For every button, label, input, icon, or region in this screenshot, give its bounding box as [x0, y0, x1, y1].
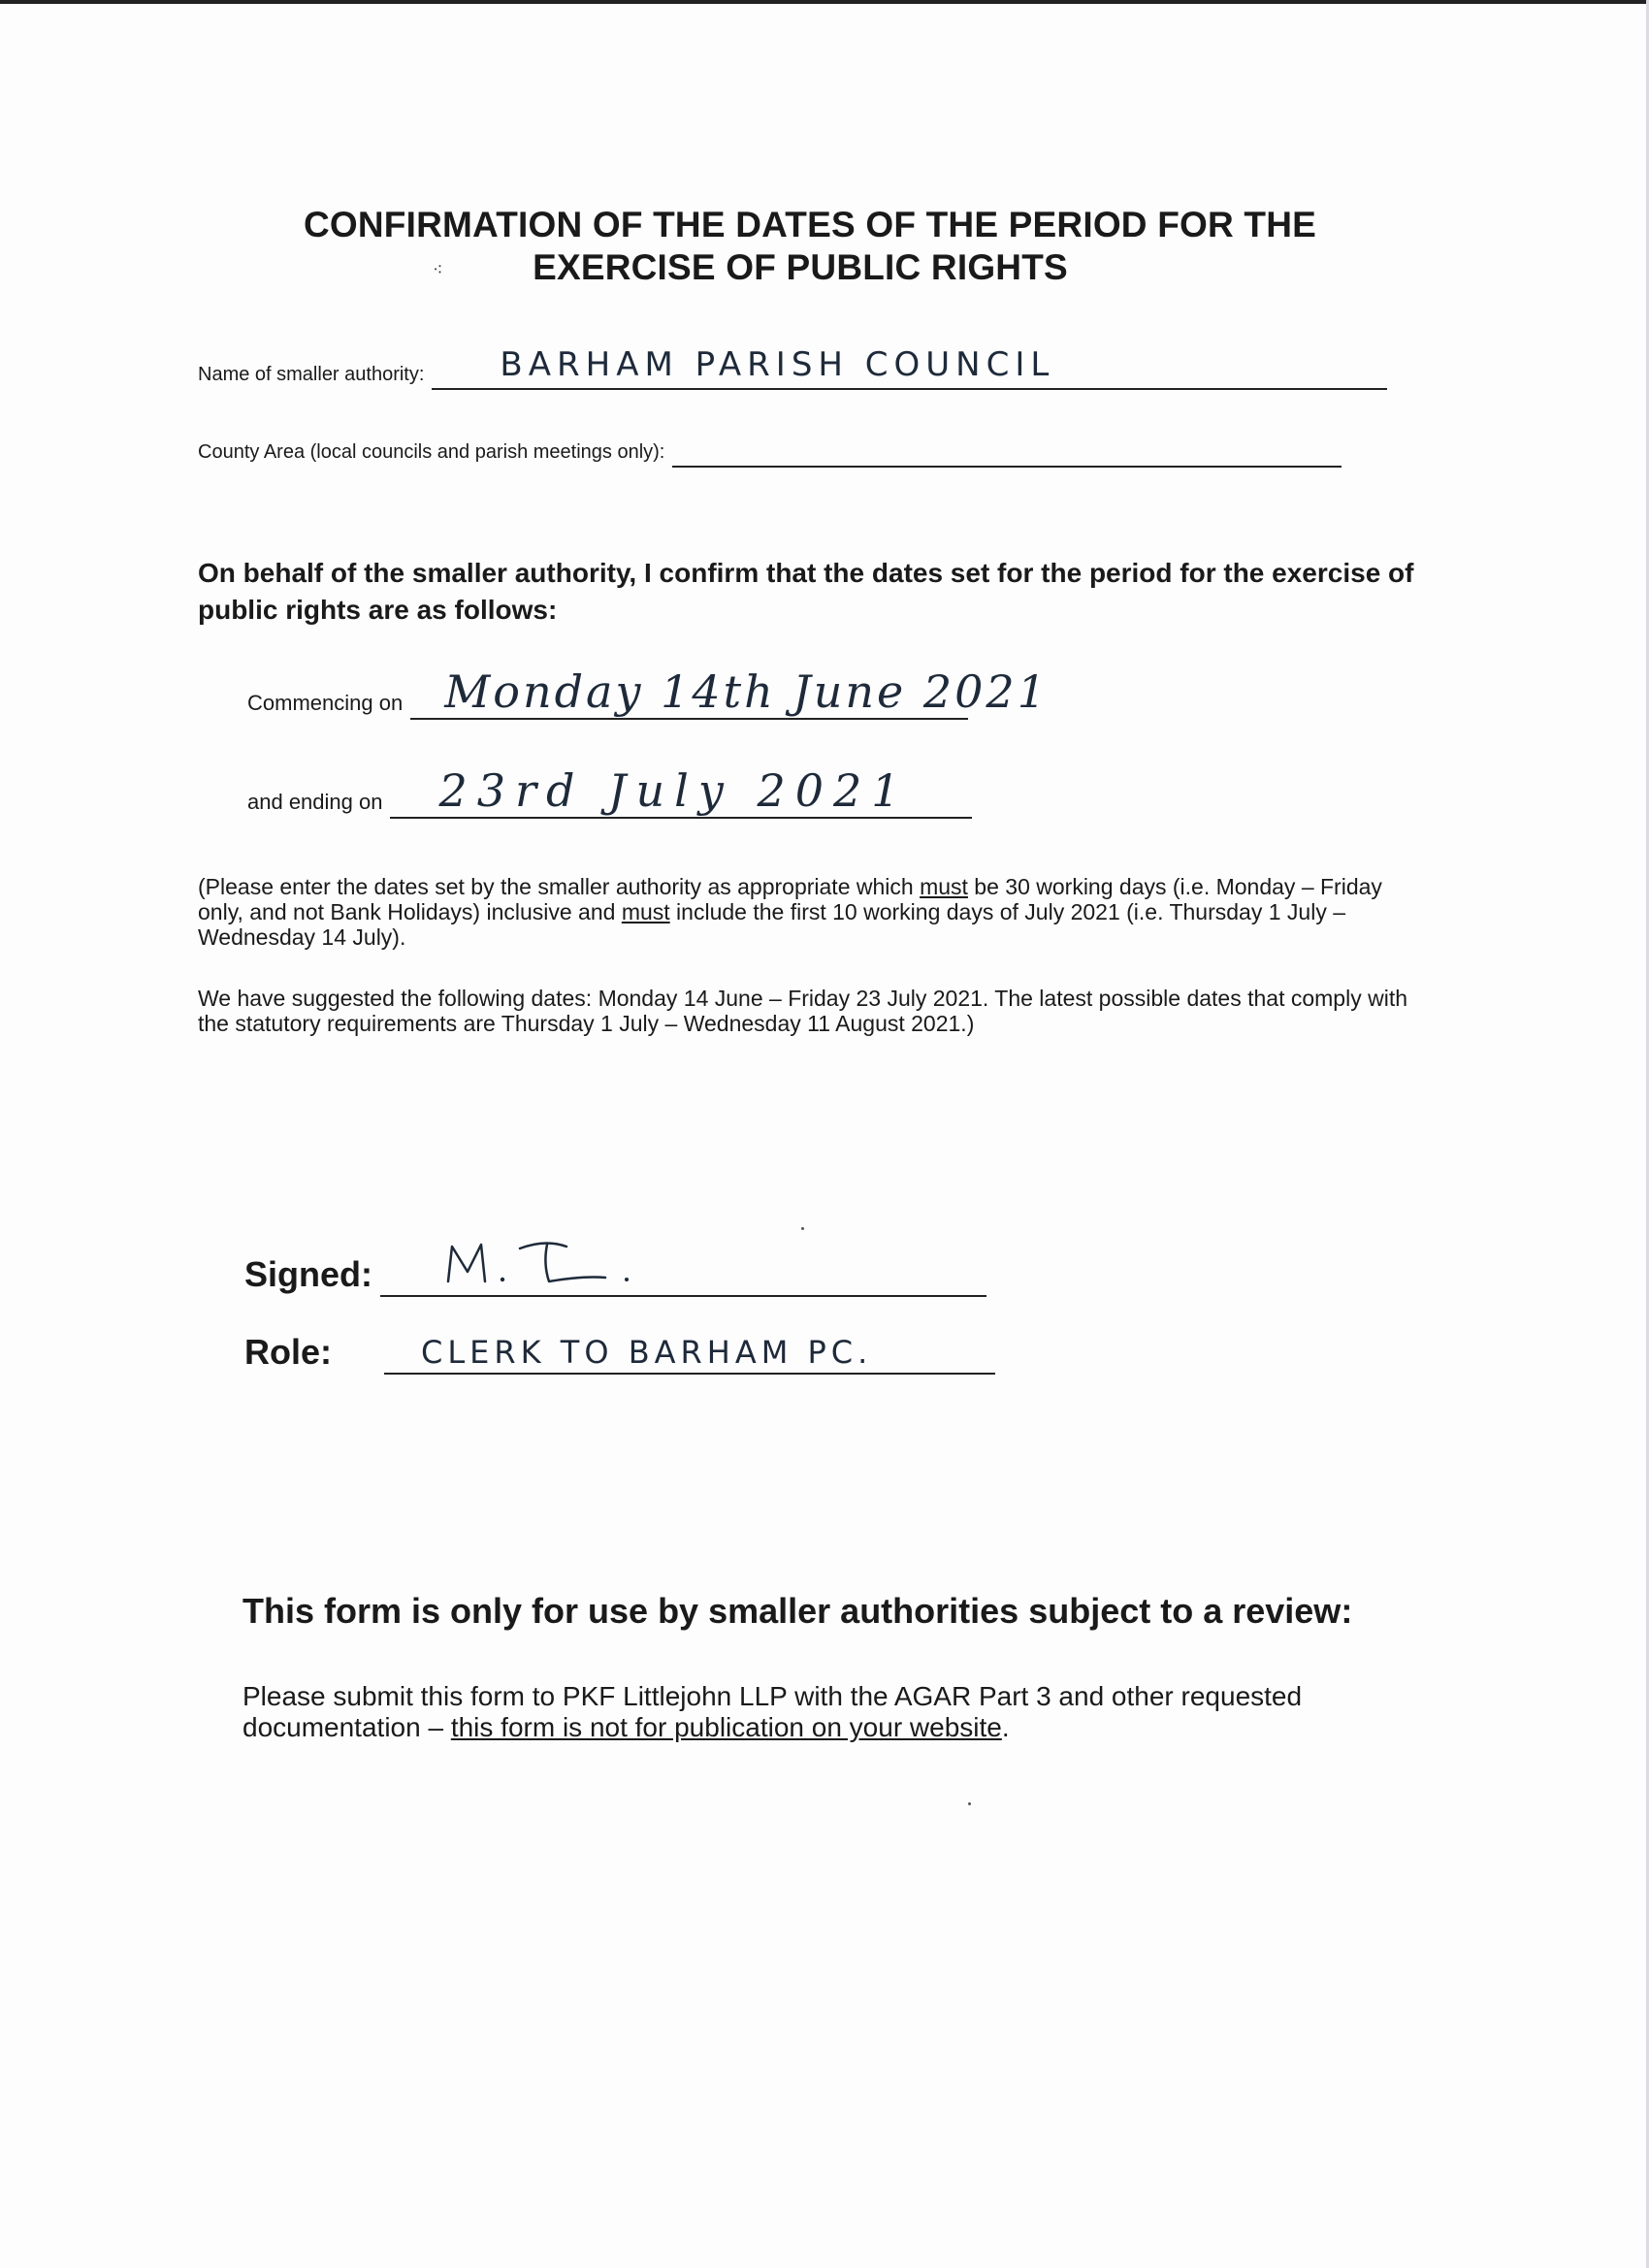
- title-line-1: CONFIRMATION OF THE DATES OF THE PERIOD FOR THE: [303, 205, 1316, 244]
- must-emphasis: must: [920, 874, 968, 899]
- page-title: [194, 204, 1426, 289]
- role-label: Role:: [244, 1332, 332, 1372]
- confirm-statement: On behalf of the smaller authority, I confirm that the dates set for the period for the exercise of public rights are as follows:: [198, 558, 1414, 625]
- role-field[interactable]: [384, 1314, 995, 1375]
- dates-instruction: (Please enter the dates set by the smaller authority as appropriate which must be 30 working days (i.e. Monday – Friday only, and not Bank Holidays) inclusive and must include the first 10 working days of July 2021 (i.e. Thursday 1 July – Wednesday 14 July).: [198, 874, 1382, 950]
- authority-field[interactable]: [432, 330, 1387, 390]
- ending-row: [247, 757, 972, 819]
- footer-instructions: Please submit this form to PKF Littlejohn LLP with the AGAR Part 3 and other requested documentation – this form is not for publication on your website.: [242, 1681, 1303, 1742]
- commencing-value: Monday 14th June 2021: [444, 665, 1049, 718]
- commencing-field[interactable]: [410, 655, 1049, 720]
- scan-speck: [968, 1802, 971, 1805]
- ending-label: and ending on: [247, 790, 383, 814]
- authority-value: BARHAM PARISH COUNCIL: [500, 345, 1055, 384]
- county-field[interactable]: [672, 427, 1342, 468]
- footer-heading: This form is only for use by smaller authorities subject to a review:: [242, 1591, 1353, 1631]
- commencing-label: Commencing on: [247, 691, 404, 715]
- signed-label: Signed:: [244, 1254, 372, 1294]
- authority-label: Name of smaller authority:: [198, 364, 425, 385]
- suggested-dates-note: We have suggested the following dates: Monday 14 June – Friday 23 July 2021. The latest possible dates that comply with the statutory requirements are Thursday 1 July – Wednesday 11 August 2021.): [198, 986, 1407, 1036]
- role-row: [244, 1314, 995, 1375]
- signed-row: [244, 1227, 986, 1297]
- scan-edge: [0, 0, 1649, 4]
- authority-row: [198, 330, 1387, 390]
- commencing-row: [247, 655, 1049, 720]
- scan-speck: ⁖: [433, 260, 443, 279]
- must-emphasis: must: [621, 899, 670, 924]
- county-label: County Area (local councils and parish meetings only):: [198, 441, 665, 463]
- ending-value: 23rd July 2021: [438, 764, 910, 817]
- not-for-publication-note: this form is not for publication on your website: [450, 1712, 1002, 1742]
- signature-image: [438, 1225, 729, 1293]
- title-line-2: EXERCISE OF PUBLIC RIGHTS: [533, 247, 1068, 287]
- ending-field[interactable]: [390, 757, 972, 819]
- county-row: [198, 427, 1342, 468]
- signature-field[interactable]: [380, 1227, 986, 1297]
- role-value: CLERK TO BARHAM PC.: [421, 1334, 873, 1371]
